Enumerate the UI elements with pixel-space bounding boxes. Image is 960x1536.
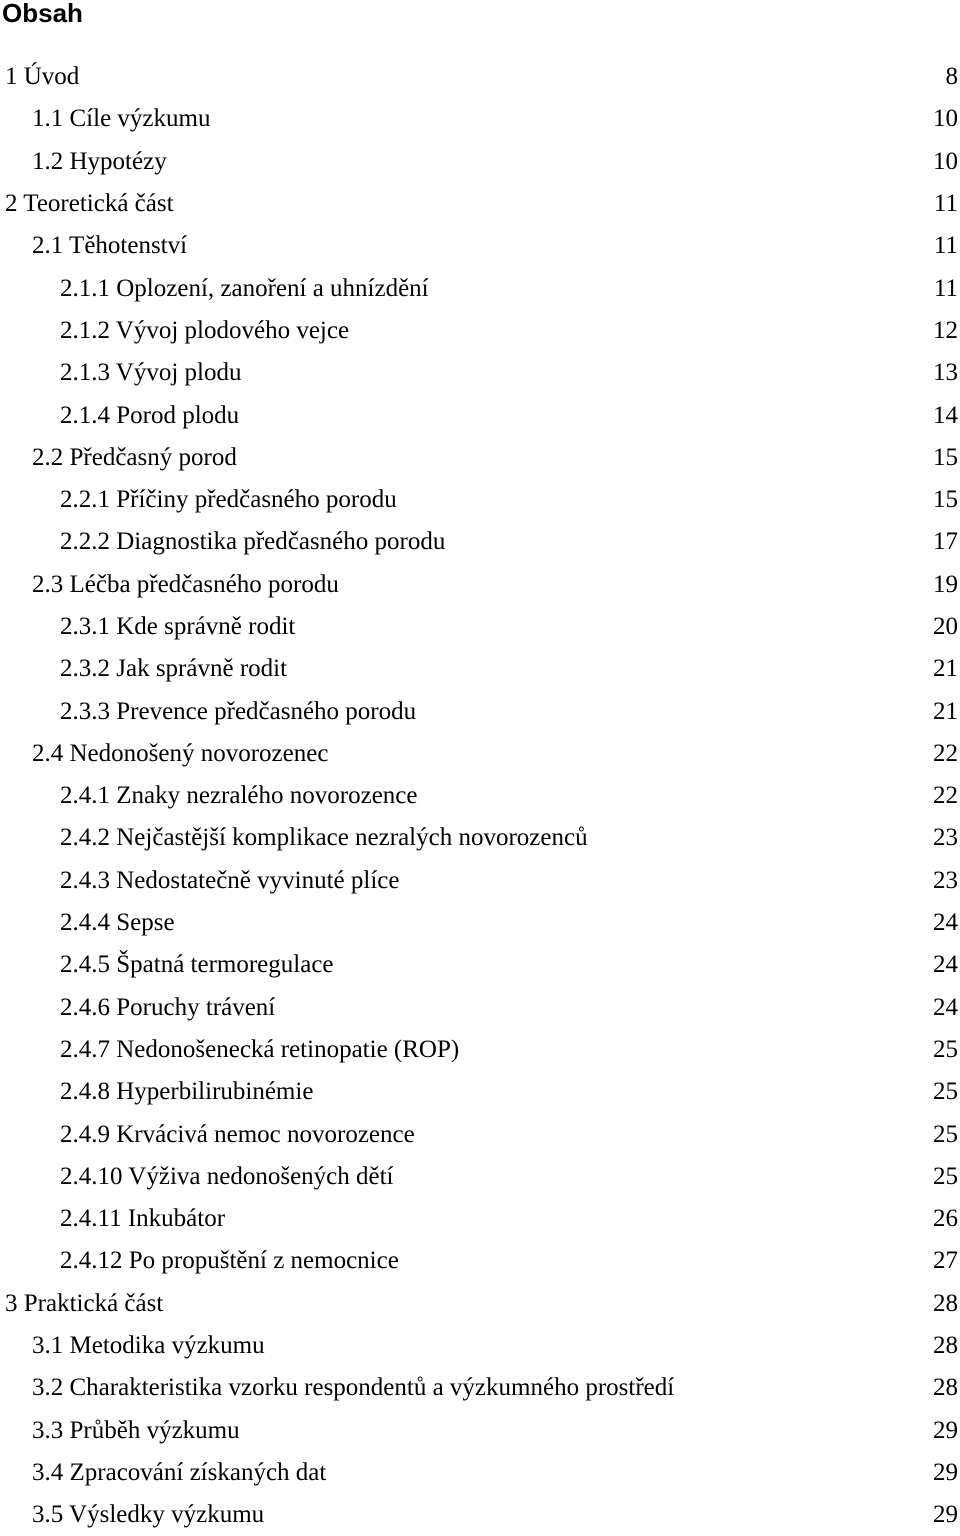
toc-entry-title: 2.3.3 Prevence předčasného porodu [60,698,416,726]
toc-entry-title: 2.4.9 Krvácivá nemoc novorozence [60,1121,415,1149]
toc-entry[interactable] [0,1494,960,1536]
toc-entry[interactable] [0,1156,960,1198]
toc-entry[interactable] [0,733,960,775]
table-of-contents [0,56,960,1536]
toc-entry-page-number: 11 [934,232,960,260]
toc-entry-title: 2 Teoretická část [5,190,174,218]
toc-entry-title: 2.1.3 Vývoj plodu [60,359,242,387]
toc-entry-page-number: 15 [933,444,960,472]
toc-entry-page-number: 27 [933,1247,960,1275]
toc-entry-title: 1.2 Hypotézy [32,148,167,176]
page-title: Obsah [2,0,83,28]
toc-entry-page-number: 15 [933,486,960,514]
toc-entry-title: 2.4.7 Nedonošenecká retinopatie (ROP) [60,1036,459,1064]
toc-entry-title: 2.4.10 Výživa nedonošených dětí [60,1163,394,1191]
toc-entry-page-number: 28 [933,1332,960,1360]
toc-entry-page-number: 21 [933,698,960,726]
toc-entry-title: 1.1 Cíle výzkumu [32,105,210,133]
toc-entry-title: 2.4.6 Poruchy trávení [60,994,275,1022]
toc-entry[interactable] [0,394,960,436]
toc-entry-page-number: 24 [933,994,960,1022]
toc-entry-page-number: 22 [933,782,960,810]
toc-entry-page-number: 25 [933,1163,960,1191]
toc-entry[interactable] [0,860,960,902]
toc-entry[interactable] [0,521,960,563]
toc-entry-page-number: 13 [933,359,960,387]
toc-entry-title: 2.3.2 Jak správně rodit [60,655,287,683]
toc-entry-title: 2.4 Nedonošený novorozenec [32,740,328,768]
toc-entry-title: 2.4.1 Znaky nezralého novorozence [60,782,417,810]
toc-entry[interactable] [0,775,960,817]
toc-entry-title: 2.4.3 Nedostatečně vyvinuté plíce [60,867,399,895]
toc-entry-page-number: 17 [933,528,960,556]
toc-entry-page-number: 23 [933,867,960,895]
toc-entry-title: 2.4.4 Sepse [60,909,175,937]
toc-entry[interactable] [0,1367,960,1409]
toc-entry[interactable] [0,98,960,140]
toc-entry-title: 2.2.1 Příčiny předčasného porodu [60,486,397,514]
toc-entry-page-number: 14 [933,402,960,430]
toc-entry-title: 2.2.2 Diagnostika předčasného porodu [60,528,445,556]
toc-entry[interactable] [0,310,960,352]
toc-entry-page-number: 11 [934,190,960,218]
toc-entry[interactable] [0,1198,960,1240]
toc-entry-page-number: 12 [933,317,960,345]
toc-entry-title: 3.3 Průběh výzkumu [32,1417,240,1445]
toc-entry[interactable] [0,606,960,648]
toc-entry-page-number: 29 [933,1501,960,1529]
toc-entry-title: 2.1.2 Vývoj plodového vejce [60,317,349,345]
toc-entry-page-number: 10 [933,105,960,133]
toc-entry-page-number: 23 [933,824,960,852]
toc-entry-title: 3.1 Metodika výzkumu [32,1332,265,1360]
toc-entry-title: 2.1.4 Porod plodu [60,402,239,430]
toc-entry-page-number: 24 [933,951,960,979]
toc-entry-title: 3.4 Zpracování získaných dat [32,1459,326,1487]
toc-entry-title: 2.3 Léčba předčasného porodu [32,571,339,599]
toc-entry[interactable] [0,987,960,1029]
toc-entry-title: 2.4.11 Inkubátor [60,1205,225,1233]
toc-entry[interactable] [0,141,960,183]
toc-entry-title: 2.4.12 Po propuštění z nemocnice [60,1247,399,1275]
toc-entry-title: 3.5 Výsledky výzkumu [32,1501,264,1529]
toc-entry[interactable] [0,564,960,606]
toc-entry-page-number: 28 [933,1374,960,1402]
toc-entry[interactable] [0,1452,960,1494]
toc-entry[interactable] [0,1325,960,1367]
toc-entry[interactable] [0,1410,960,1452]
toc-entry[interactable] [0,437,960,479]
toc-entry-page-number: 29 [933,1417,960,1445]
toc-entry[interactable] [0,1283,960,1325]
toc-entry-title: 2.1.1 Oplození, zanoření a uhnízdění [60,275,429,303]
toc-entry-title: 2.4.2 Nejčastější komplikace nezralých novorozenců [60,824,588,852]
toc-entry[interactable] [0,648,960,690]
toc-entry[interactable] [0,690,960,732]
toc-entry-page-number: 25 [933,1036,960,1064]
toc-entry-page-number: 19 [933,571,960,599]
toc-entry-page-number: 24 [933,909,960,937]
toc-entry[interactable] [0,944,960,986]
toc-entry[interactable] [0,902,960,944]
toc-entry-title: 2.4.8 Hyperbilirubinémie [60,1078,313,1106]
toc-entry-title: 3.2 Charakteristika vzorku respondentů a výzkumného prostředí [32,1374,674,1402]
toc-entry[interactable] [0,56,960,98]
toc-entry-page-number: 22 [933,740,960,768]
toc-entry-title: 2.1 Těhotenství [32,232,187,260]
toc-entry[interactable] [0,1029,960,1071]
toc-entry-page-number: 29 [933,1459,960,1487]
toc-entry-page-number: 26 [933,1205,960,1233]
toc-entry[interactable] [0,479,960,521]
toc-entry[interactable] [0,183,960,225]
toc-entry[interactable] [0,225,960,267]
toc-entry-page-number: 21 [933,655,960,683]
toc-entry-page-number: 10 [933,148,960,176]
toc-entry-page-number: 25 [933,1078,960,1106]
toc-entry-title: 2.2 Předčasný porod [32,444,237,472]
toc-entry-page-number: 20 [933,613,960,641]
toc-entry-title: 3 Praktická část [5,1290,163,1318]
toc-entry-page-number: 11 [934,275,960,303]
toc-entry-page-number: 25 [933,1121,960,1149]
toc-entry-title: 1 Úvod [5,63,79,91]
toc-entry[interactable] [0,1071,960,1113]
toc-entry-page-number: 8 [946,63,960,91]
toc-entry-title: 2.3.1 Kde správně rodit [60,613,295,641]
toc-entry[interactable] [0,267,960,309]
toc-entry-page-number: 28 [933,1290,960,1318]
toc-entry[interactable] [0,817,960,859]
toc-entry[interactable] [0,1240,960,1282]
toc-entry[interactable] [0,352,960,394]
toc-entry[interactable] [0,1113,960,1155]
toc-entry-title: 2.4.5 Špatná termoregulace [60,951,334,979]
